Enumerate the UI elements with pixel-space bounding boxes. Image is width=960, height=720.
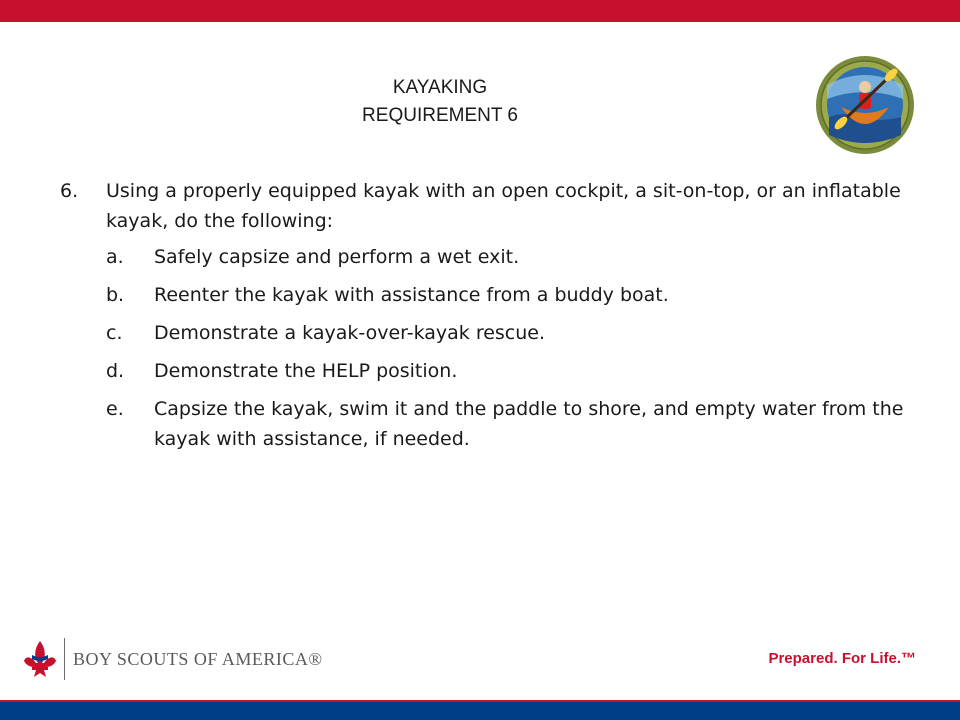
kayaking-merit-badge-icon (815, 55, 915, 155)
item-text: Demonstrate a kayak-over-kayak rescue. (154, 322, 546, 344)
title-line-1: KAYAKING (392, 77, 488, 98)
item-text: Reenter the kayak with assistance from a buddy boat. (154, 284, 669, 306)
list-item (106, 318, 910, 348)
organization-name: BOY SCOUTS OF AMERICA® (73, 648, 323, 669)
requirement-text: Using a properly equipped kayak with an open cockpit, a sit-on-top, or an inflatable kayak, do the following: (106, 180, 901, 232)
requirement-main (60, 176, 910, 236)
title-line-2: REQUIREMENT 6 (362, 105, 518, 126)
footer-tagline: Prepared. For Life.™ (768, 650, 916, 667)
list-item (106, 394, 910, 454)
list-item (106, 280, 910, 310)
fleur-de-lis-icon (22, 639, 58, 679)
bsa-logo (22, 638, 323, 680)
logo-divider (64, 638, 65, 680)
item-letter: e. (106, 398, 124, 420)
item-text: Safely capsize and perform a wet exit. (154, 246, 520, 268)
requirement-number: 6. (60, 180, 79, 202)
item-letter: a. (106, 246, 124, 268)
item-text: Demonstrate the HELP position. (154, 360, 458, 382)
slide-title (300, 74, 580, 130)
list-item (106, 356, 910, 386)
bottom-red-accent (0, 700, 960, 702)
bottom-blue-bar (0, 700, 960, 720)
requirement-sub-list (106, 242, 910, 454)
list-item (106, 242, 910, 272)
item-letter: b. (106, 284, 125, 306)
top-red-bar (0, 0, 960, 22)
item-text: Capsize the kayak, swim it and the paddle to shore, and empty water from the kayak with assistance, if needed. (154, 398, 904, 450)
item-letter: d. (106, 360, 125, 382)
item-letter: c. (106, 322, 123, 344)
requirement-block (60, 176, 910, 462)
